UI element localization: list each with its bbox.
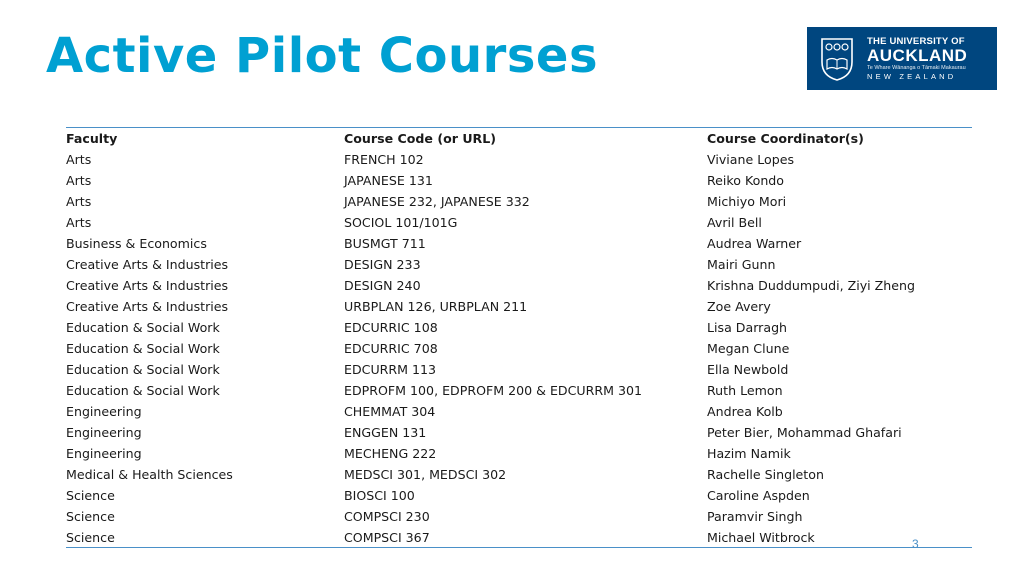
- header-coordinators: Course Coordinator(s): [707, 131, 864, 146]
- logo-line-1: THE UNIVERSITY OF: [867, 35, 965, 47]
- header-faculty: Faculty: [66, 131, 118, 146]
- faculty-cell: Business & Economics: [66, 236, 207, 251]
- table-row: [66, 401, 966, 422]
- header-course-code: Course Code (or URL): [344, 131, 497, 146]
- coordinator-cell: Zoe Avery: [707, 299, 771, 314]
- course-code-cell: DESIGN 240: [344, 278, 421, 293]
- faculty-cell: Education & Social Work: [66, 320, 220, 335]
- coordinator-cell: Andrea Kolb: [707, 404, 783, 419]
- faculty-cell: Education & Social Work: [66, 383, 220, 398]
- faculty-cell: Engineering: [66, 446, 142, 461]
- coordinator-cell: Ruth Lemon: [707, 383, 783, 398]
- table-row: [66, 212, 966, 233]
- table-row: [66, 170, 966, 191]
- course-code-cell: JAPANESE 232, JAPANESE 332: [344, 194, 530, 209]
- course-code-cell: COMPSCI 367: [344, 530, 430, 545]
- table-row: [66, 317, 966, 338]
- course-code-cell: SOCIOL 101/101G: [344, 215, 458, 230]
- course-code-cell: CHEMMAT 304: [344, 404, 436, 419]
- coordinator-cell: Michiyo Mori: [707, 194, 787, 209]
- table-row: [66, 485, 966, 506]
- table-row: [66, 506, 966, 527]
- course-code-cell: ENGGEN 131: [344, 425, 427, 440]
- faculty-cell: Science: [66, 488, 115, 503]
- table-row: [66, 359, 966, 380]
- coordinator-cell: Peter Bier, Mohammad Ghafari: [707, 425, 902, 440]
- faculty-cell: Science: [66, 509, 115, 524]
- course-code-cell: FRENCH 102: [344, 152, 424, 167]
- coordinator-cell: Paramvir Singh: [707, 509, 803, 524]
- course-code-cell: EDCURRM 113: [344, 362, 437, 377]
- logo-line-4: NEW ZEALAND: [867, 71, 957, 81]
- coordinator-cell: Rachelle Singleton: [707, 467, 824, 482]
- coordinator-cell: Ella Newbold: [707, 362, 789, 377]
- table-row: [66, 233, 966, 254]
- faculty-cell: Creative Arts & Industries: [66, 257, 229, 272]
- coordinator-cell: Avril Bell: [707, 215, 762, 230]
- coordinator-cell: Reiko Kondo: [707, 173, 785, 188]
- faculty-cell: Science: [66, 530, 115, 545]
- table-row: [66, 149, 966, 170]
- faculty-cell: Education & Social Work: [66, 362, 220, 377]
- course-code-cell: EDPROFM 100, EDPROFM 200 & EDCURRM 301: [344, 383, 643, 398]
- table-row: [66, 464, 966, 485]
- course-code-cell: DESIGN 233: [344, 257, 421, 272]
- faculty-cell: Creative Arts & Industries: [66, 278, 229, 293]
- faculty-cell: Creative Arts & Industries: [66, 299, 229, 314]
- coordinator-cell: Megan Clune: [707, 341, 790, 356]
- faculty-cell: Arts: [66, 173, 92, 188]
- university-crest-icon: [819, 36, 855, 82]
- faculty-cell: Arts: [66, 194, 92, 209]
- table-header-row: [66, 128, 966, 149]
- table-row: [66, 275, 966, 296]
- coordinator-cell: Krishna Duddumpudi, Ziyi Zheng: [707, 278, 915, 293]
- logo-line-2: AUCKLAND: [867, 45, 968, 65]
- bottom-divider: [66, 547, 972, 548]
- table-row: [66, 443, 966, 464]
- faculty-cell: Arts: [66, 152, 92, 167]
- course-code-cell: EDCURRIC 108: [344, 320, 438, 335]
- faculty-cell: Engineering: [66, 404, 142, 419]
- faculty-cell: Education & Social Work: [66, 341, 220, 356]
- table-row: [66, 338, 966, 359]
- course-code-cell: BUSMGT 711: [344, 236, 426, 251]
- course-code-cell: MECHENG 222: [344, 446, 437, 461]
- course-code-cell: JAPANESE 131: [344, 173, 433, 188]
- table-row: [66, 380, 966, 401]
- table-row: [66, 422, 966, 443]
- table-row: [66, 191, 966, 212]
- coordinator-cell: Mairi Gunn: [707, 257, 776, 272]
- university-logo: [807, 27, 997, 90]
- faculty-cell: Arts: [66, 215, 92, 230]
- logo-line-3: Te Whare Wānanga o Tāmaki Makaurau: [867, 64, 966, 71]
- faculty-cell: Medical & Health Sciences: [66, 467, 233, 482]
- coordinator-cell: Lisa Darragh: [707, 320, 788, 335]
- coordinator-cell: Michael Witbrock: [707, 530, 815, 545]
- faculty-cell: Engineering: [66, 425, 142, 440]
- table-row: [66, 254, 966, 275]
- page-title: Active Pilot Courses: [46, 28, 599, 84]
- coordinator-cell: Hazim Namik: [707, 446, 791, 461]
- coordinator-cell: Viviane Lopes: [707, 152, 795, 167]
- table-row: [66, 296, 966, 317]
- course-code-cell: EDCURRIC 708: [344, 341, 438, 356]
- page-number: 3: [912, 537, 919, 551]
- coordinator-cell: Caroline Aspden: [707, 488, 810, 503]
- course-code-cell: URBPLAN 126, URBPLAN 211: [344, 299, 528, 314]
- table-row: [66, 527, 966, 548]
- coordinator-cell: Audrea Warner: [707, 236, 802, 251]
- courses-table: [66, 128, 966, 548]
- course-code-cell: COMPSCI 230: [344, 509, 430, 524]
- course-code-cell: MEDSCI 301, MEDSCI 302: [344, 467, 507, 482]
- course-code-cell: BIOSCI 100: [344, 488, 415, 503]
